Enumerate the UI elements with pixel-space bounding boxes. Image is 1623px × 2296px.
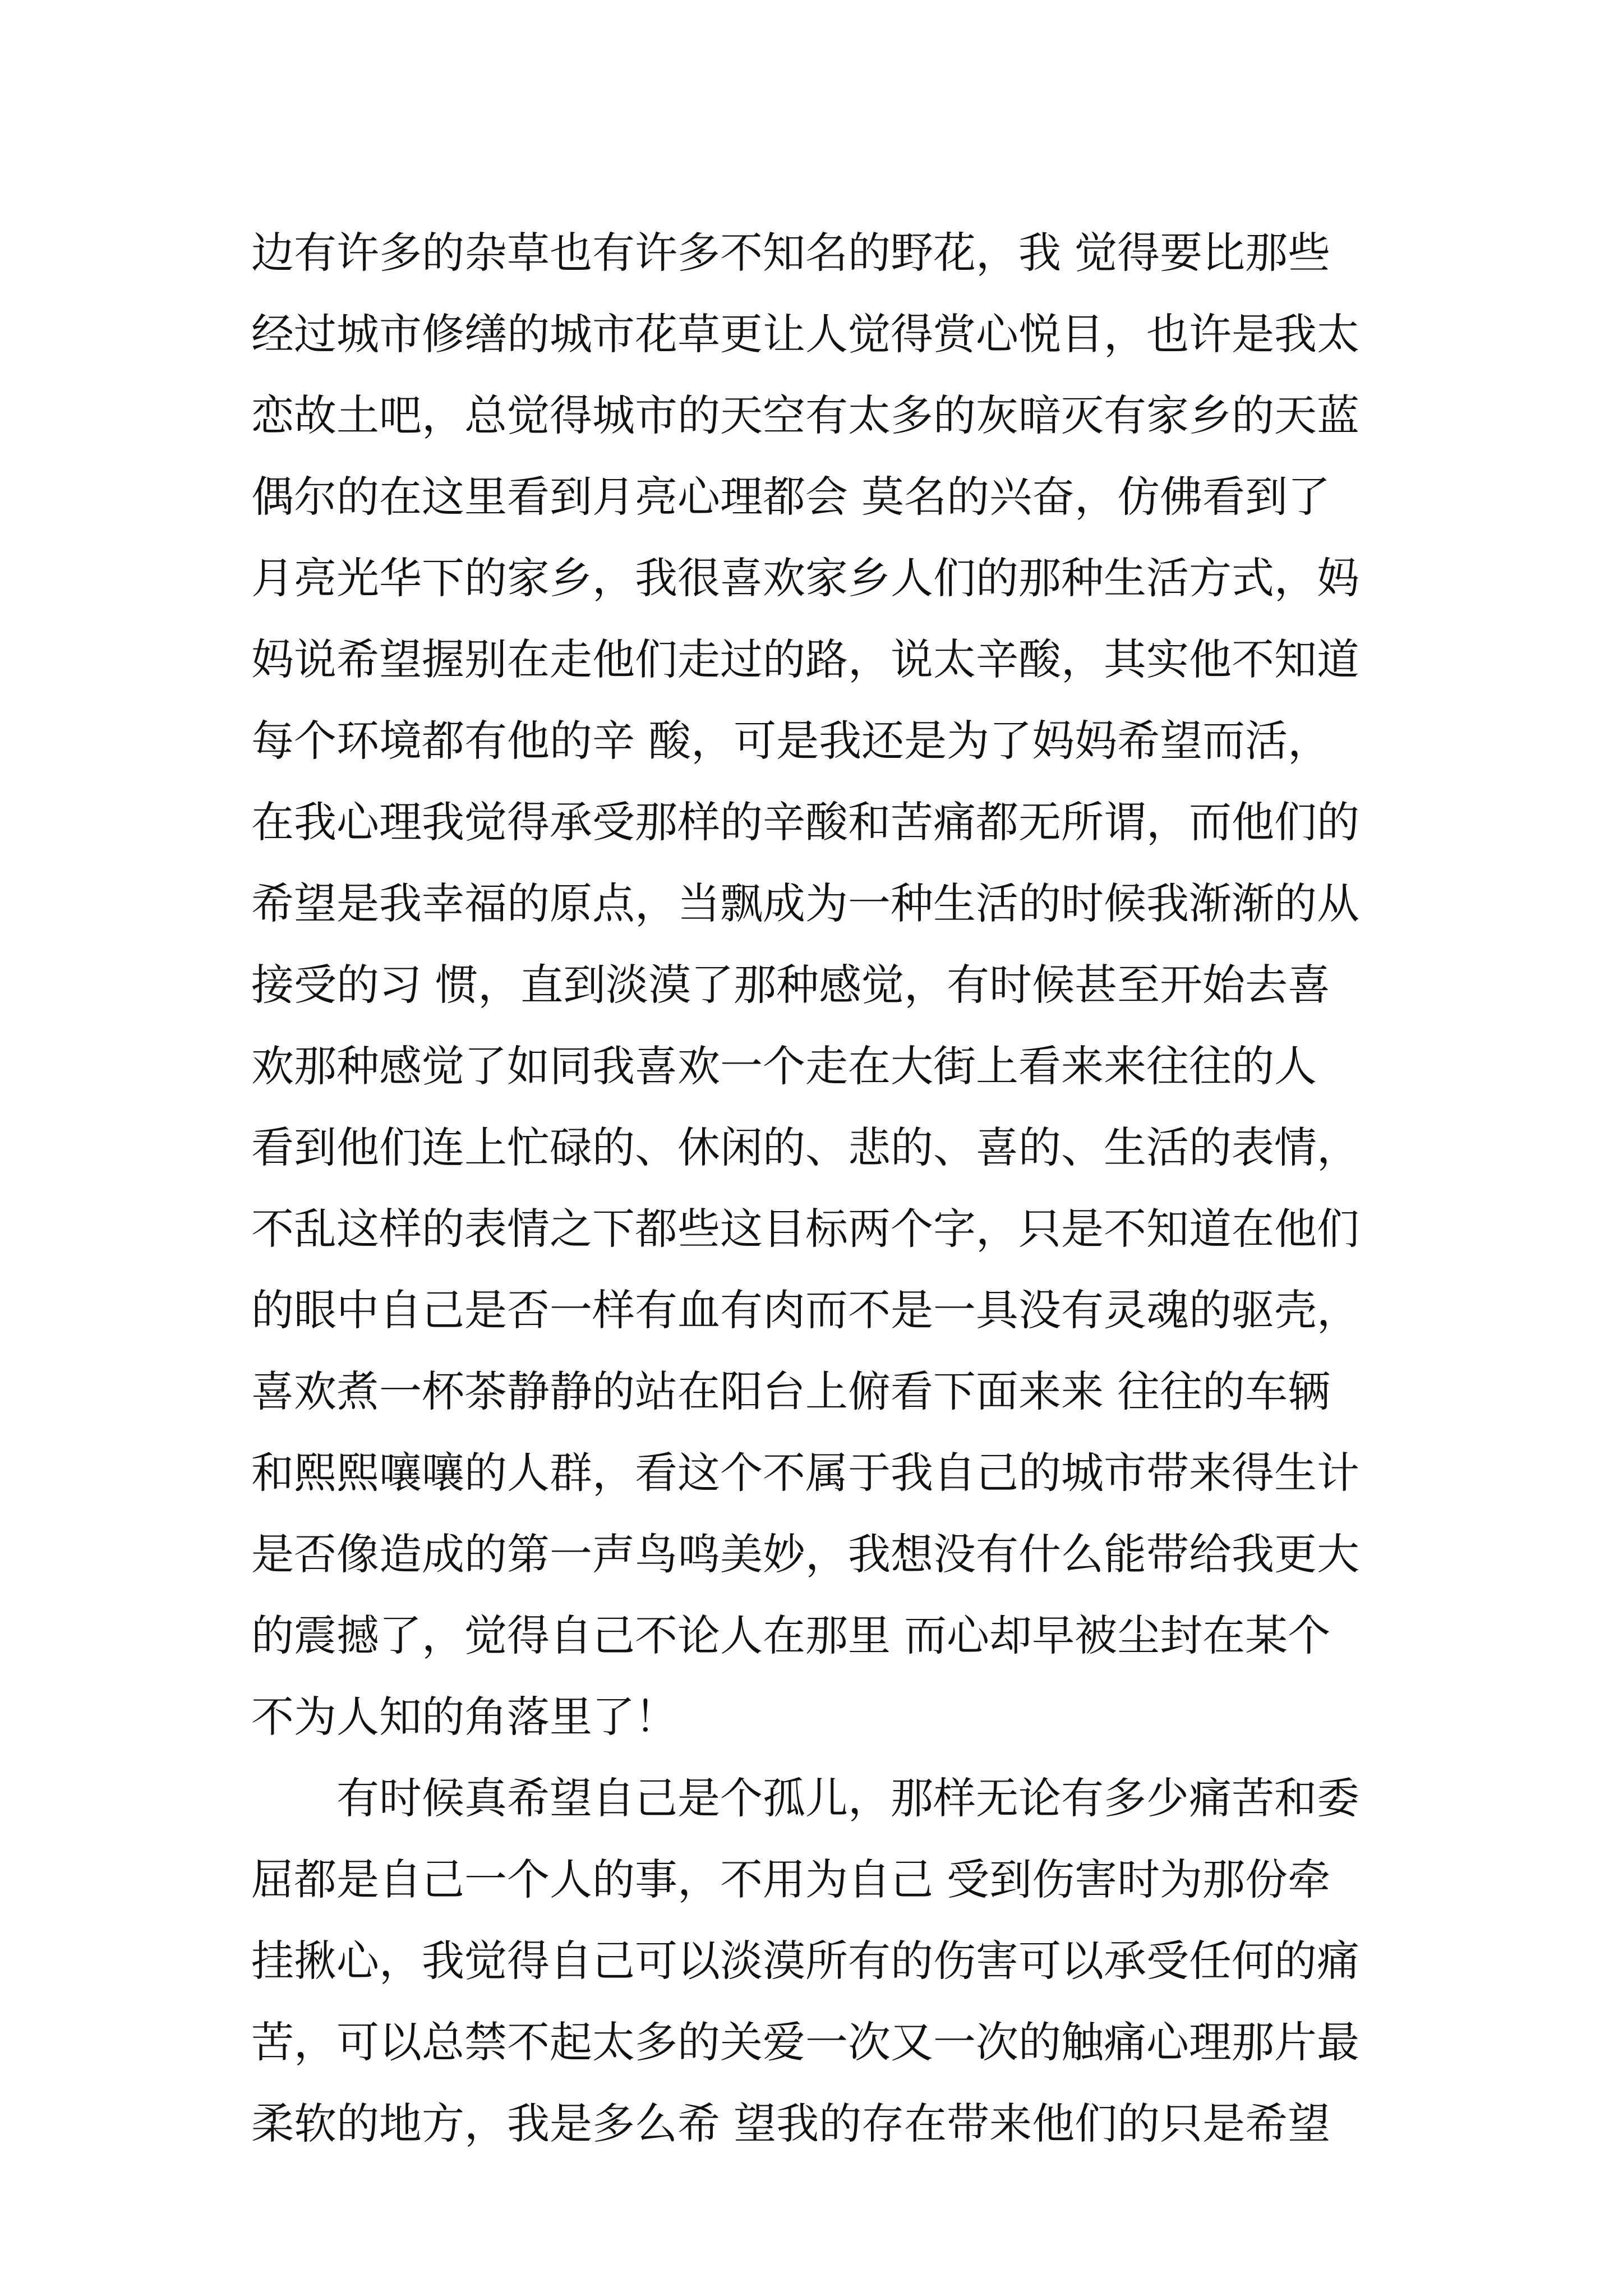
- text-line: 喜欢煮一杯茶静静的站在阳台上俯看下面来来 往往的车辆: [251, 1366, 1331, 1416]
- text-line: 接受的习 惯，直到淡漠了那种感觉，有时候甚至开始去喜: [251, 960, 1331, 1010]
- text-line: 屈都是自己一个人的事，不用为自己 受到伤害时为那份牵: [251, 1855, 1331, 1904]
- text-line: 苦，可以总禁不起太多的关爱一次又一次的触痛心理那片最: [251, 2017, 1359, 2067]
- text-line: 在我心理我觉得承受那样的辛酸和苦痛都无所谓，而他们的: [251, 797, 1359, 847]
- text-line: 边有许多的杂草也有许多不知名的野花，我 觉得要比那些: [251, 228, 1331, 278]
- text-line: 的眼中自己是否一样有血有肉而不是一具没有灵魂的驱壳，: [251, 1285, 1359, 1335]
- paragraph-start-line: 有时候真希望自己是个孤儿，那样无论有多少痛苦和委: [251, 1773, 1359, 1823]
- text-line: 每个环境都有他的辛 酸，可是我还是为了妈妈希望而活，: [251, 716, 1331, 766]
- text-line: 柔软的地方，我是多么希 望我的存在带来他们的只是希望: [251, 2099, 1331, 2148]
- text-line: 经过城市修缮的城市花草更让人觉得赏心悦目，也许是我太: [251, 309, 1359, 359]
- text-line: 的震撼了，觉得自己不论人在那里 而心却早被尘封在某个: [251, 1611, 1331, 1660]
- text-line: 不乱这样的表情之下都些这目标两个字，只是不知道在他们: [251, 1204, 1359, 1254]
- text-line: 欢那种感觉了如同我喜欢一个走在大街上看来来往往的人: [251, 1041, 1317, 1091]
- text-line: 是否像造成的第一声鸟鸣美妙，我想没有什么能带给我更大: [251, 1529, 1359, 1579]
- text-line: 挂揪心，我觉得自己可以淡漠所有的伤害可以承受任何的痛: [251, 1936, 1359, 1986]
- text-line: 妈说希望握别在走他们走过的路，说太辛酸，其实他不知道: [251, 634, 1359, 684]
- body-text: [251, 212, 1395, 2164]
- text-line: 恋故土吧，总觉得城市的天空有太多的灰暗灭有家乡的天蓝: [251, 390, 1359, 440]
- text-line: 看到他们连上忙碌的、休闲的、悲的、喜的、生活的表情，: [251, 1122, 1359, 1172]
- text-line: 不为人知的角落里了！: [251, 1692, 677, 1742]
- text-line: 希望是我幸福的原点，当飘成为一种生活的时候我渐渐的从: [251, 878, 1359, 928]
- text-line: 月亮光华下的家乡，我很喜欢家乡人们的那种生活方式，妈: [251, 553, 1359, 603]
- text-line: 偶尔的在这里看到月亮心理都会 莫名的兴奋，仿佛看到了: [251, 472, 1331, 522]
- text-line: 和熙熙嚷嚷的人群，看这个不属于我自己的城市带来得生计: [251, 1448, 1359, 1498]
